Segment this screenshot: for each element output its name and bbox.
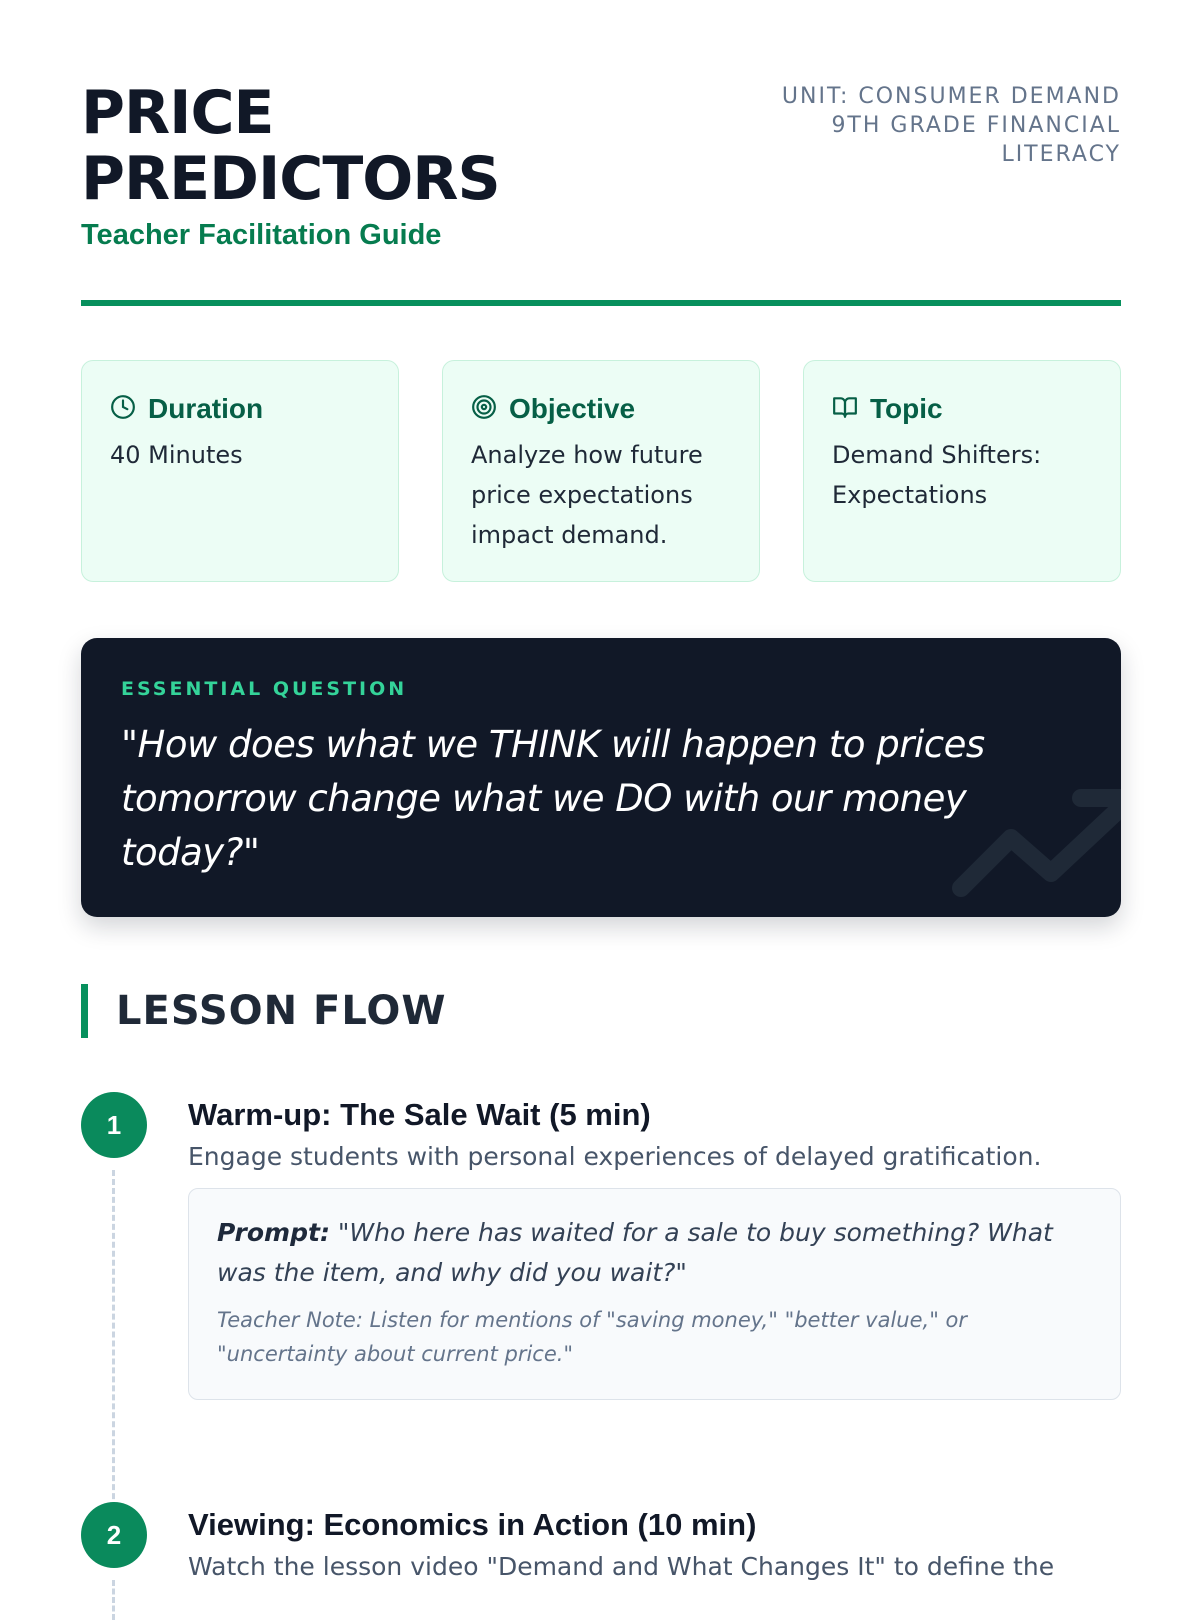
essential-question-panel [81, 638, 1121, 917]
unit-info [701, 82, 1121, 169]
unit-line-1: UNIT: CONSUMER DEMAND [781, 84, 1121, 109]
unit-line-3: LITERACY [1001, 142, 1121, 167]
step-description: Watch the lesson video "Demand and What Changes It" to define the [188, 1552, 1055, 1581]
step-connector [112, 1580, 115, 1620]
page-header [81, 80, 1121, 260]
prompt-box [188, 1188, 1121, 1400]
card-title: Objective [509, 393, 636, 424]
card-text: Analyze how future price expectations impact demand. [471, 441, 703, 549]
info-cards [81, 360, 1121, 584]
title-line-2: PREDICTORS [81, 144, 500, 214]
card-objective [442, 360, 760, 582]
page-title [81, 80, 500, 212]
target-icon [471, 394, 497, 425]
essential-question-text: "How does what we THINK will happen to prices tomorrow change what we DO with our money today?" [121, 723, 985, 874]
clock-icon [110, 394, 136, 425]
essential-question-label: ESSENTIAL QUESTION [121, 678, 408, 700]
lesson-flow-heading: LESSON FLOW [81, 984, 447, 1038]
card-text: Demand Shifters: Expectations [832, 441, 1042, 509]
title-line-1: PRICE [81, 78, 274, 148]
page-subtitle: Teacher Facilitation Guide [81, 219, 442, 251]
card-topic [803, 360, 1121, 582]
prompt-text [217, 1213, 1092, 1293]
trending-up-icon [941, 788, 1121, 908]
step-number: 2 [81, 1502, 147, 1568]
header-divider [81, 300, 1121, 306]
step-number: 1 [81, 1092, 147, 1158]
step-connector [112, 1170, 115, 1526]
unit-line-2: 9TH GRADE FINANCIAL [831, 113, 1121, 138]
step-title: Warm-up: The Sale Wait (5 min) [188, 1097, 651, 1132]
teacher-note: Teacher Note: Listen for mentions of "saving money," "better value," or "uncertainty about current price." [217, 1308, 968, 1366]
step-description: Engage students with personal experiences of delayed gratification. [188, 1142, 1042, 1171]
book-open-icon [832, 394, 858, 425]
prompt-question: "Who here has waited for a sale to buy something? What was the item, and why did you wait?" [217, 1218, 1053, 1287]
prompt-label: Prompt: [217, 1218, 330, 1247]
card-title: Duration [148, 393, 264, 424]
card-text: 40 Minutes [110, 441, 243, 469]
card-title: Topic [870, 393, 943, 424]
step-title: Viewing: Economics in Action (10 min) [188, 1507, 757, 1542]
card-duration [81, 360, 399, 582]
